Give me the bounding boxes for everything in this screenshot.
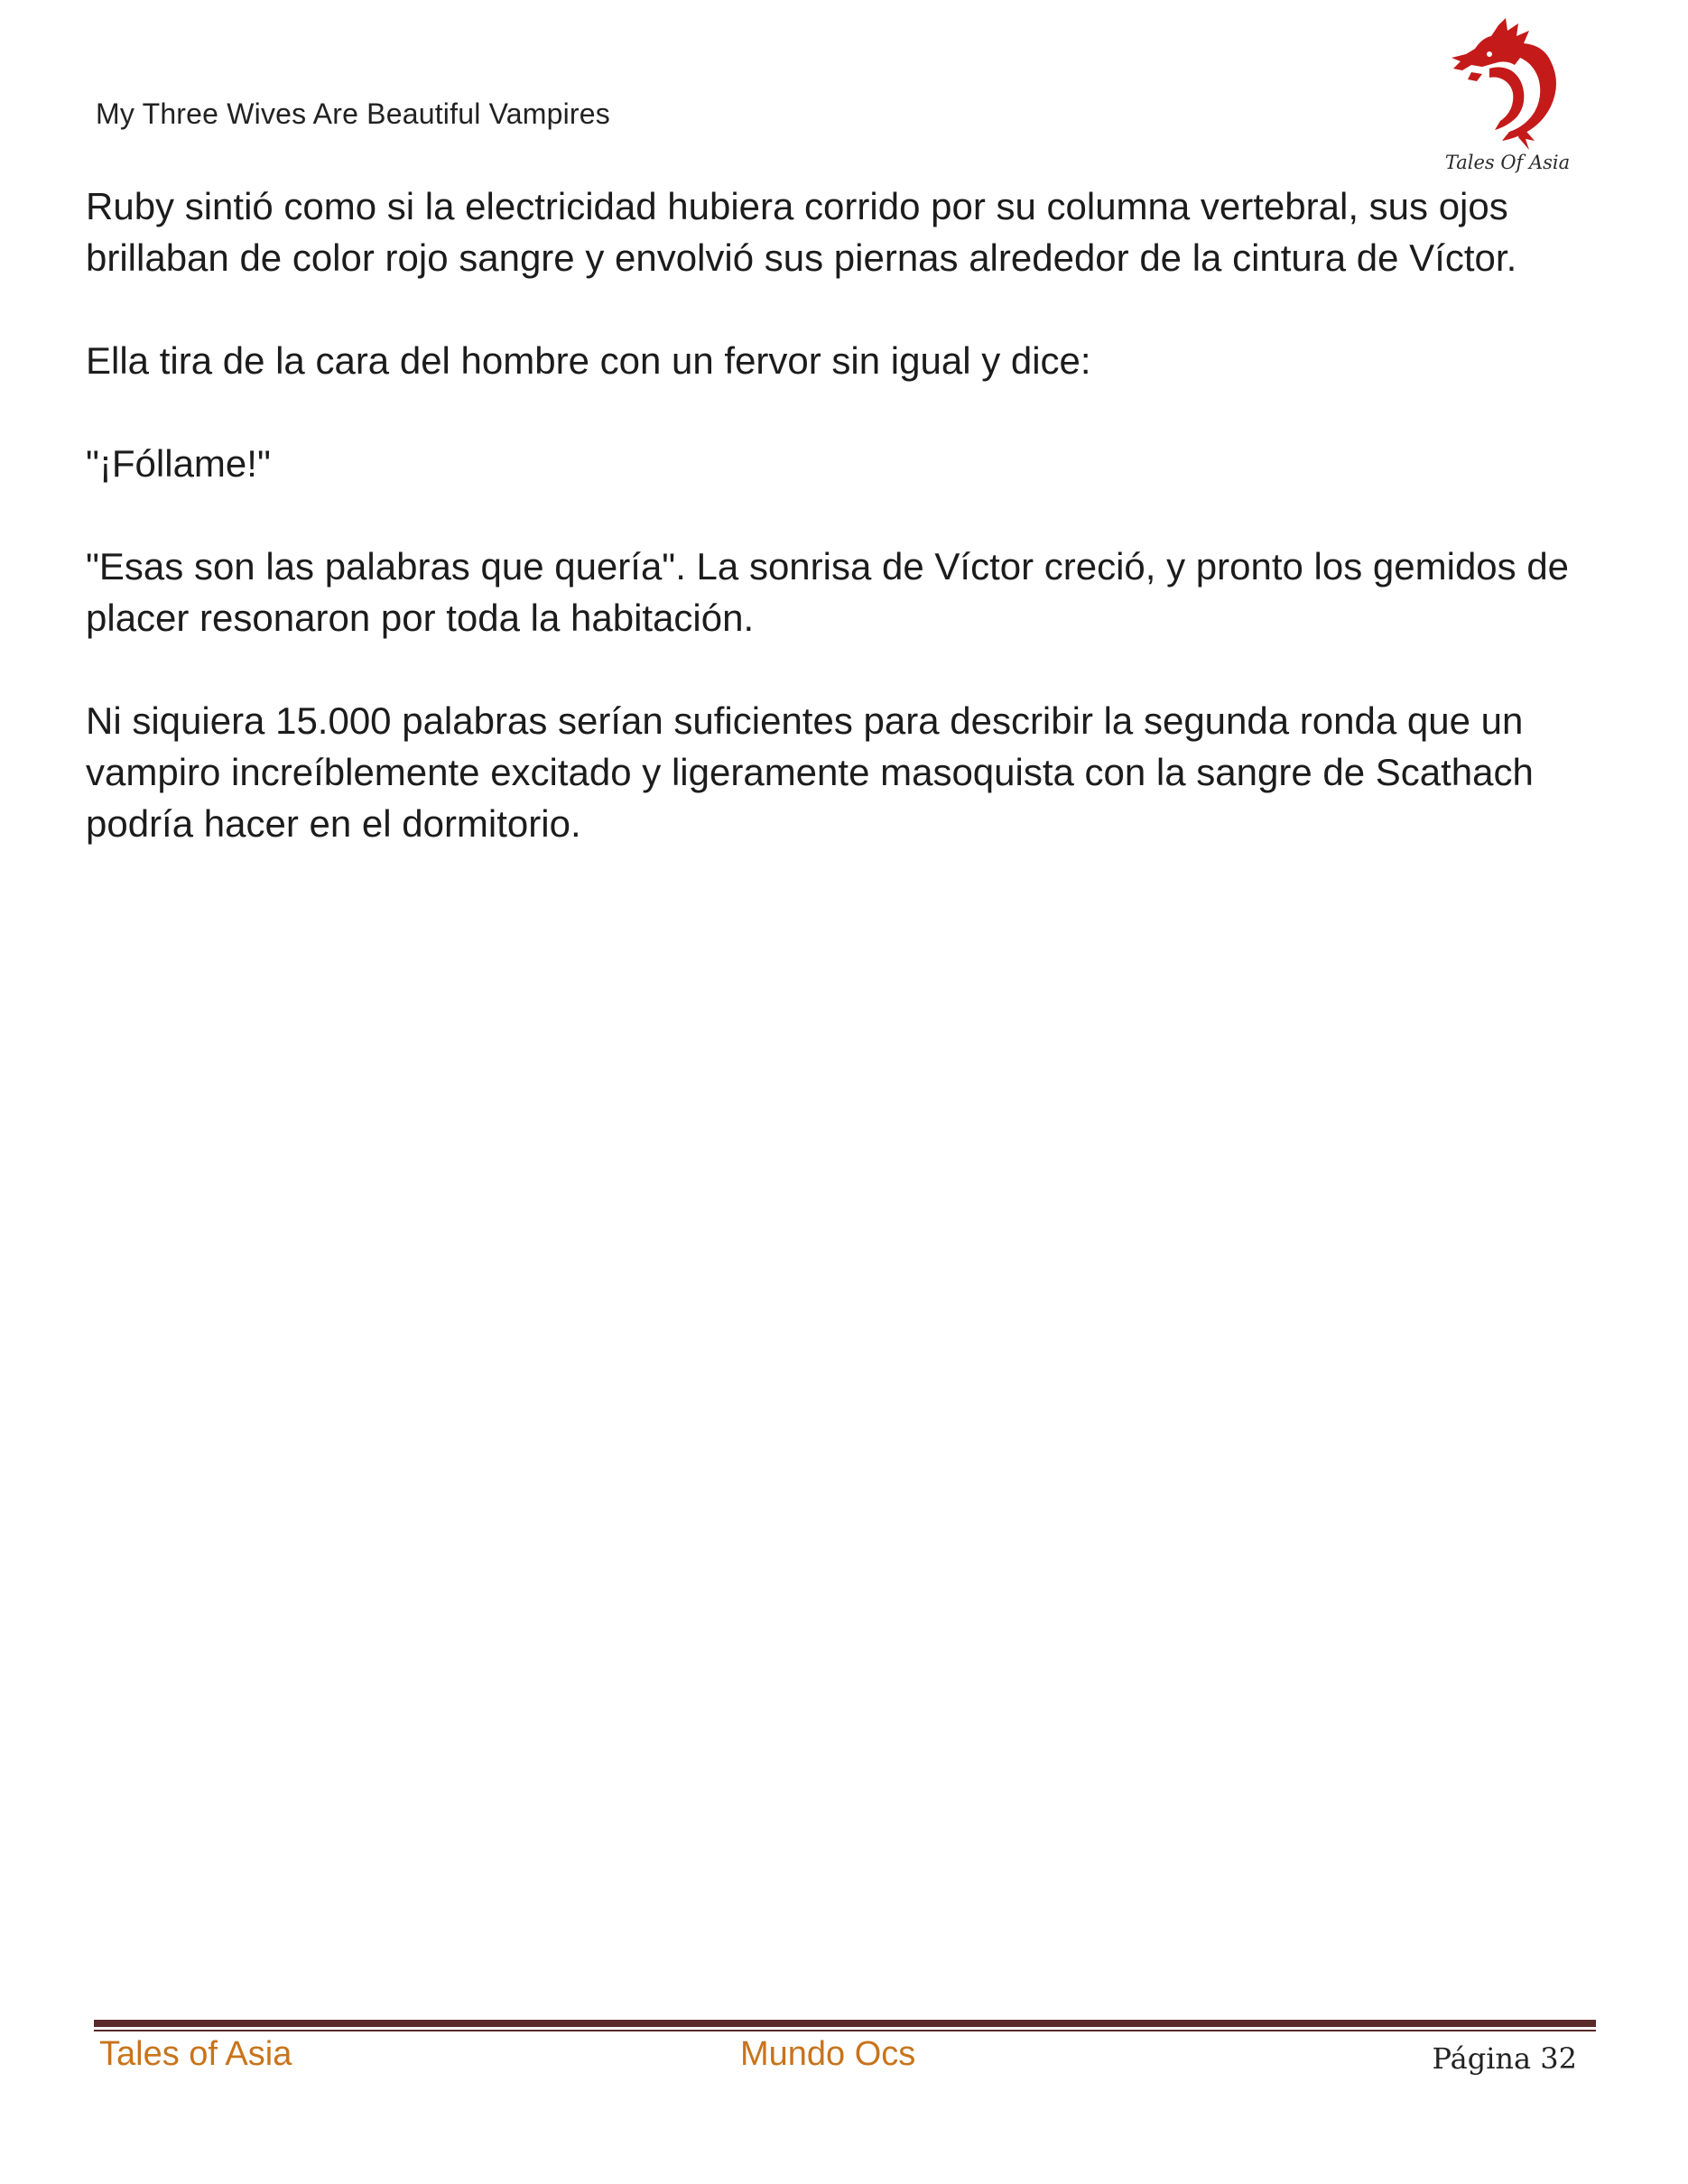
paragraph: Ella tira de la cara del hombre con un fervor sin igual y dice: [86,339,1091,382]
footer-publisher: Tales of Asia [99,2035,292,2073]
paragraph: "¡Fóllame!" [86,442,271,485]
logo-text: Tales Of Asia [1444,152,1571,173]
footer-section: Mundo Ocs [740,2035,916,2073]
red-dragon-icon [1435,18,1580,153]
header-book-title: My Three Wives Are Beautiful Vampires [96,97,610,130]
paragraph: Ni siquiera 15.000 palabras serían suficientes para describir la segunda ronda que un vampiro increíblemente excitado y ligeramente masoquista con la sangre de Scathach podría hacer en el dormitorio. [86,699,1534,845]
chapter-body [86,180,1602,901]
page-number: Página 32 [1432,2041,1577,2076]
footer-divider [94,2020,1596,2031]
paragraph: "Esas son las palabras que quería". La sonrisa de Víctor creció, y pronto los gemidos de placer resonaron por toda la habitación. [86,545,1570,639]
paragraph: Ruby sintió como si la electricidad hubiera corrido por su columna vertebral, sus ojos brillaban de color rojo sangre y envolvió sus piernas alrededor de la cintura de Víctor. [86,185,1517,279]
publisher-logo [1435,18,1580,180]
